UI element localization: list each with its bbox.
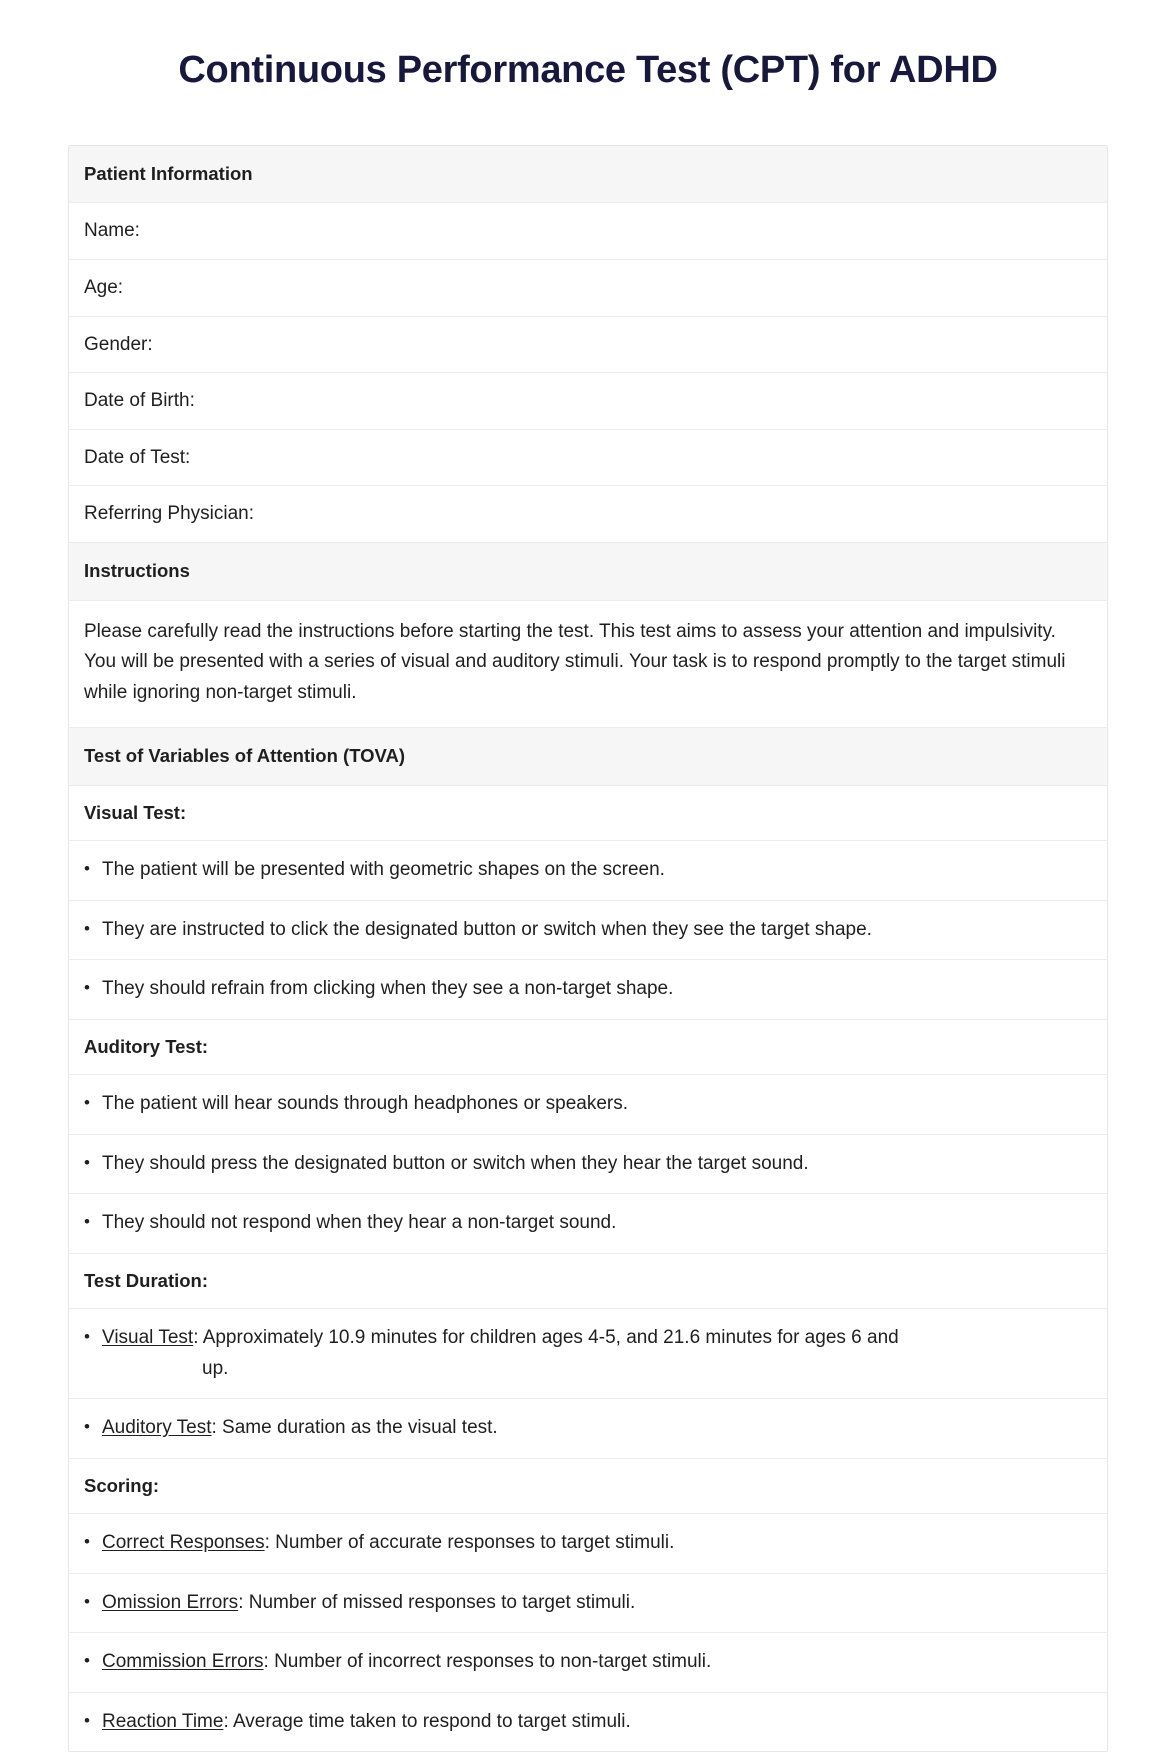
term-label: Omission Errors — [102, 1591, 239, 1613]
bullet-icon: • — [84, 859, 90, 879]
term-description: : Number of missed responses to target stimuli. — [238, 1591, 636, 1613]
form-table — [68, 145, 1108, 1752]
subheader-visual-test: Visual Test: — [69, 786, 1107, 842]
list-item — [69, 1633, 1107, 1692]
field-age[interactable]: Age: — [69, 260, 1107, 317]
field-name[interactable]: Name: — [69, 203, 1107, 260]
list-item-text — [102, 1588, 1091, 1618]
field-date-of-birth[interactable]: Date of Birth: — [69, 373, 1107, 430]
subheader-scoring: Scoring: — [69, 1459, 1107, 1515]
term-label: Visual Test — [102, 1327, 194, 1349]
list-item-text: They should refrain from clicking when they see a non-target shape. — [102, 978, 674, 1000]
list-item — [69, 1075, 1107, 1134]
term-description: : Approximately 10.9 minutes for children ages 4-5, and 21.6 minutes for ages 6 and — [193, 1327, 899, 1349]
term-description: : Same duration as the visual test. — [211, 1417, 498, 1439]
list-item — [69, 1309, 1107, 1399]
list-item-text: They should not respond when they hear a non-target sound. — [102, 1212, 617, 1234]
list-item-text — [102, 1528, 1091, 1558]
list-item-text — [102, 1647, 1091, 1677]
term-description-wrapped: up. — [202, 1357, 229, 1379]
list-item-text — [102, 1413, 1091, 1443]
list-item-text: The patient will hear sounds through headphones or speakers. — [102, 1093, 629, 1115]
list-item — [69, 1135, 1107, 1194]
list-item-text — [102, 1323, 1091, 1384]
term-label: Auditory Test — [102, 1417, 212, 1439]
bullet-icon: • — [84, 918, 90, 938]
list-item — [69, 1194, 1107, 1253]
subheader-auditory-test: Auditory Test: — [69, 1020, 1107, 1076]
list-item-text: They should press the designated button or switch when they hear the target sound. — [102, 1152, 809, 1174]
bullet-icon: • — [84, 1651, 90, 1671]
list-item — [69, 1514, 1107, 1573]
bullet-icon: • — [84, 1212, 90, 1232]
term-label: Correct Responses — [102, 1532, 265, 1554]
instructions-body: Please carefully read the instructions before starting the test. This test aims to assess your attention and impulsivity. You will be presented with a series of visual and auditory stimuli. Your task is to respond promptly to the target stimuli while ignoring non-target stimuli. — [69, 601, 1107, 728]
bullet-icon: • — [84, 1591, 90, 1611]
list-item — [69, 960, 1107, 1019]
subheader-test-duration: Test Duration: — [69, 1254, 1107, 1310]
term-label: Commission Errors — [102, 1651, 264, 1673]
field-gender[interactable]: Gender: — [69, 317, 1107, 374]
bullet-icon: • — [84, 1417, 90, 1437]
field-referring-physician[interactable]: Referring Physician: — [69, 486, 1107, 543]
list-item — [69, 1399, 1107, 1458]
list-item-text: The patient will be presented with geometric shapes on the screen. — [102, 859, 665, 881]
bullet-icon: • — [84, 1093, 90, 1113]
list-item — [69, 841, 1107, 900]
term-description: : Number of incorrect responses to non-target stimuli. — [263, 1651, 712, 1673]
bullet-icon: • — [84, 1532, 90, 1552]
term-description: : Average time taken to respond to target stimuli. — [223, 1710, 631, 1732]
field-date-of-test[interactable]: Date of Test: — [69, 430, 1107, 487]
bullet-icon: • — [84, 1710, 90, 1730]
section-header-instructions: Instructions — [69, 543, 1107, 601]
list-item — [69, 901, 1107, 960]
bullet-icon: • — [84, 1327, 90, 1347]
page-title: Continuous Performance Test (CPT) for ADHD — [178, 49, 998, 91]
bullet-icon: • — [84, 978, 90, 998]
section-header-patient-information: Patient Information — [69, 146, 1107, 204]
list-item — [69, 1693, 1107, 1751]
list-item — [69, 1574, 1107, 1633]
term-label: Reaction Time — [102, 1710, 224, 1732]
list-item-text — [102, 1707, 1091, 1737]
list-item-text: They are instructed to click the designated button or switch when they see the target shape. — [102, 918, 872, 940]
section-header-tova: Test of Variables of Attention (TOVA) — [69, 728, 1107, 786]
term-description: : Number of accurate responses to target stimuli. — [264, 1532, 675, 1554]
bullet-icon: • — [84, 1152, 90, 1172]
